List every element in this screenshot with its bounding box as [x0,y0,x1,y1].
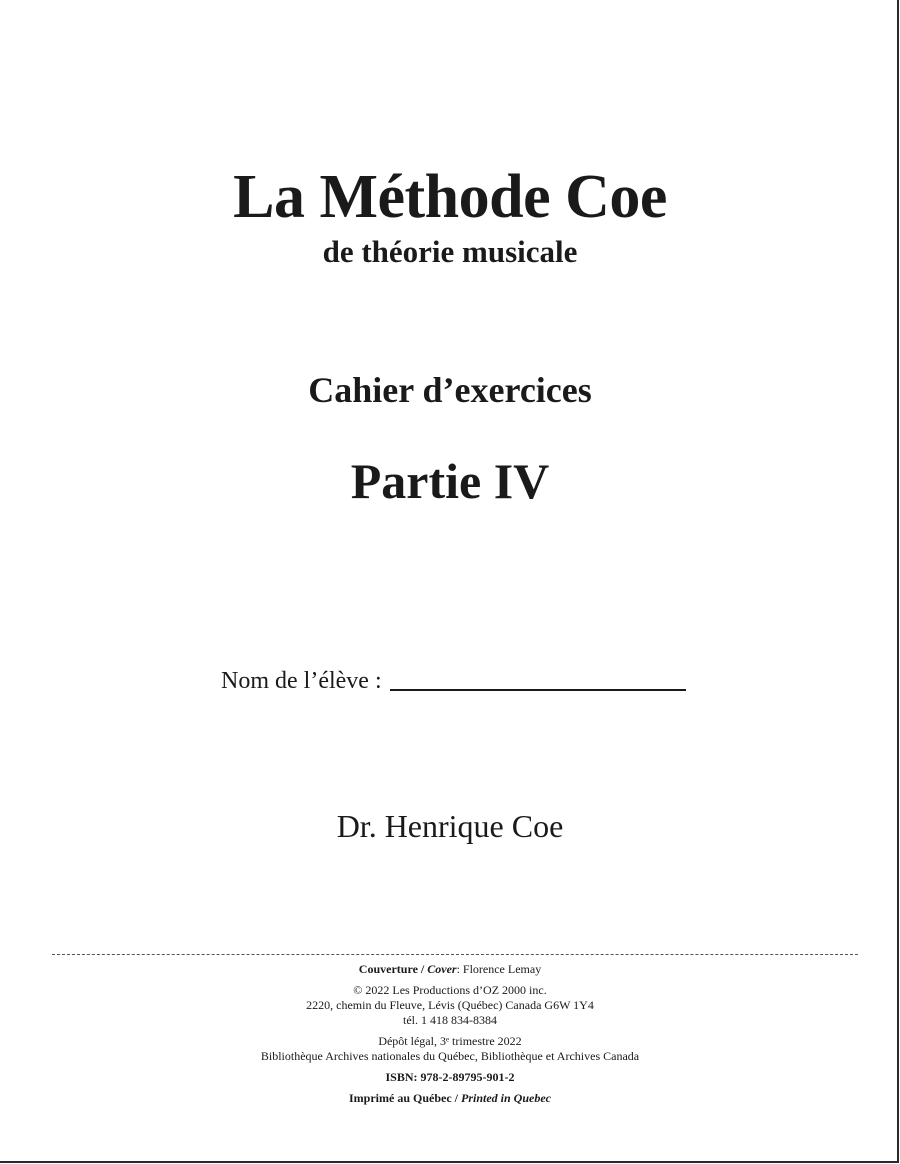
legal-deposit-line: Dépôt légal, 3ᵉ trimestre 2022 [378,1034,522,1048]
cover-credit-label-fr: Couverture / [358,962,425,976]
book-title: La Méthode Coe [233,163,667,231]
student-name-blank [390,665,686,691]
phone-line: tél. 1 418 834-8384 [403,1013,497,1027]
libraries-line: Bibliothèque Archives nationales du Québec, Bibliothèque et Archives Canada [260,1049,640,1063]
address-line: 2220, chemin du Fleuve, Lévis (Québec) Canada G6W 1Y4 [306,998,594,1012]
copyright-line: © 2022 Les Productions d’OZ 2000 inc. [353,983,547,997]
colophon [0,962,900,1106]
printed-label-fr: Imprimé au Québec / [349,1091,458,1105]
printed-label-en: Printed in Quebec [461,1091,551,1105]
cover-credit-name: : Florence Lemay [456,962,542,976]
printed-line [0,1091,900,1106]
workbook-heading: Cahier d’exercices [308,370,592,410]
cover-credit-line [0,962,900,977]
isbn-line: ISBN: 978-2-89795-901-2 [385,1070,515,1084]
part-heading: Partie IV [350,453,550,509]
author-name: Dr. Henrique Coe [336,808,564,844]
book-subtitle: de théorie musicale [322,234,578,269]
student-name-row [221,664,686,696]
student-name-label: Nom de l’élève : [221,668,382,694]
colophon-divider [52,954,858,955]
cover-credit-label-en: Cover [427,962,457,976]
